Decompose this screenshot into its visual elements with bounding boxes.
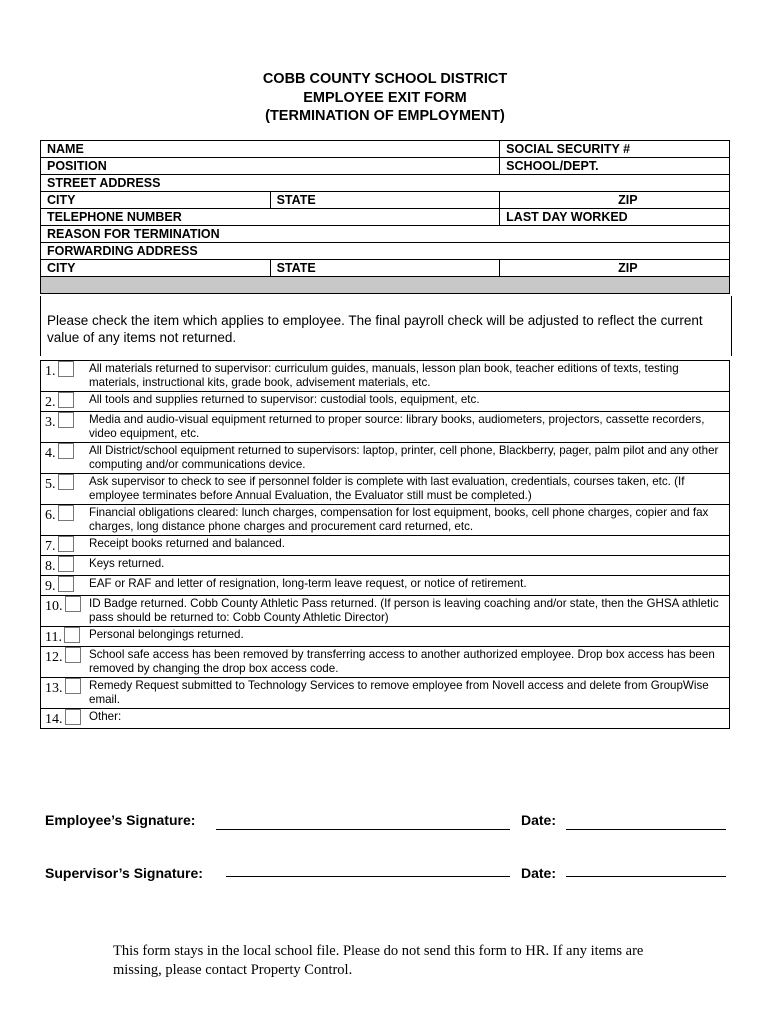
checklist-number: 14. (45, 712, 63, 727)
checklist-row (41, 361, 730, 392)
checklist-number-cell (41, 361, 86, 392)
checklist-row (41, 443, 730, 474)
forwarding-city-field[interactable]: CITY (41, 260, 271, 277)
checklist-number: 3. (45, 415, 56, 430)
checklist-row (41, 556, 730, 576)
checklist-item-text: Personal belongings returned. (85, 627, 730, 647)
checklist-item-text: All District/school equipment returned to supervisors: laptop, printer, cell phone, Blackberry, pager, palm pilot and any other computing and/or communications device. (85, 443, 730, 474)
street-address-field[interactable]: STREET ADDRESS (41, 175, 730, 192)
checklist-number: 11. (45, 630, 62, 645)
checkbox[interactable] (58, 576, 74, 592)
checkbox[interactable] (64, 627, 80, 643)
checklist-number: 1. (45, 364, 56, 379)
checklist-item-text: Keys returned. (85, 556, 730, 576)
checklist-number-cell (41, 474, 86, 505)
checklist-item-text: Media and audio-visual equipment returned to proper source: library books, audiometers, projectors, cassette recorders, video equipment, etc. (85, 412, 730, 443)
last-day-worked-field[interactable]: LAST DAY WORKED (500, 209, 730, 226)
checklist-number-cell (41, 392, 86, 412)
checklist-row (41, 627, 730, 647)
checklist-number: 8. (45, 559, 56, 574)
school-dept-field[interactable]: SCHOOL/DEPT. (500, 158, 730, 175)
checklist-row (41, 474, 730, 505)
checklist-item-text: Other: (85, 709, 730, 729)
checklist-number-cell (41, 556, 86, 576)
checklist-item-text: EAF or RAF and letter of resignation, long-term leave request, or notice of retirement. (85, 576, 730, 596)
checklist-item-text: Receipt books returned and balanced. (85, 536, 730, 556)
checklist-number-cell (41, 412, 86, 443)
forwarding-address-field[interactable]: FORWARDING ADDRESS (41, 243, 730, 260)
checklist-number: 5. (45, 477, 56, 492)
employee-signature-line[interactable] (216, 829, 510, 830)
checklist-number: 13. (45, 681, 63, 696)
checklist-row (41, 505, 730, 536)
checklist-row (41, 536, 730, 556)
telephone-field[interactable]: TELEPHONE NUMBER (41, 209, 500, 226)
checkbox[interactable] (58, 361, 74, 377)
checklist-number: 10. (45, 599, 63, 614)
ssn-field[interactable]: SOCIAL SECURITY # (500, 141, 730, 158)
checklist-row (41, 647, 730, 678)
checklist-item-text: Financial obligations cleared: lunch charges, compensation for lost equipment, books, cell phone charges, copier and fax charges, long distance phone charges and procurement card returned, etc. (85, 505, 730, 536)
checklist-table (40, 360, 730, 729)
checklist-number-cell (41, 505, 86, 536)
checklist-number: 7. (45, 539, 56, 554)
checkbox[interactable] (65, 678, 81, 694)
checkbox[interactable] (58, 412, 74, 428)
supervisor-signature-label: Supervisor’s Signature: (45, 865, 203, 881)
checklist-row (41, 709, 730, 729)
employee-info-table (40, 140, 730, 294)
employee-signature-label: Employee’s Signature: (45, 812, 196, 828)
checkbox[interactable] (65, 596, 81, 612)
checklist-number-cell (41, 647, 86, 678)
checklist-number-cell (41, 709, 86, 729)
checklist-number: 2. (45, 395, 56, 410)
forwarding-zip-field[interactable]: ZIP (500, 260, 730, 277)
supervisor-date-label: Date: (521, 865, 557, 881)
instructions-text: Please check the item which applies to employee. The final payroll check will be adjusted to reflect the current value of any items not returned. (47, 313, 703, 345)
checklist-row (41, 596, 730, 627)
checklist-item-text: ID Badge returned. Cobb County Athletic Pass returned. (If person is leaving coaching and/or state, then the GHSA athletic pass should be returned to: Cobb County Athletic Director) (85, 596, 730, 627)
checklist-number: 6. (45, 508, 56, 523)
separator-bar (41, 277, 730, 294)
checkbox[interactable] (58, 474, 74, 490)
instructions-box (40, 296, 732, 356)
zip-field[interactable]: ZIP (500, 192, 730, 209)
checklist-item-text: School safe access has been removed by transferring access to another authorized employee. Drop box access has been removed by changing the drop box access code. (85, 647, 730, 678)
checkbox[interactable] (65, 709, 81, 725)
employee-date-label: Date: (521, 812, 557, 828)
checkbox[interactable] (58, 443, 74, 459)
checklist-number: 9. (45, 579, 56, 594)
form-title-district: COBB COUNTY SCHOOL DISTRICT (262, 71, 508, 87)
checklist-row (41, 678, 730, 709)
checklist-item-text: All tools and supplies returned to supervisor: custodial tools, equipment, etc. (85, 392, 730, 412)
checkbox[interactable] (58, 556, 74, 572)
checklist-row (41, 412, 730, 443)
checkbox[interactable] (65, 647, 81, 663)
checklist-number-cell (41, 627, 86, 647)
checklist-number-cell (41, 596, 86, 627)
forwarding-state-field[interactable]: STATE (270, 260, 500, 277)
state-field[interactable]: STATE (270, 192, 500, 209)
checklist-row (41, 576, 730, 596)
checklist-number-cell (41, 443, 86, 474)
checklist-number-cell (41, 678, 86, 709)
checkbox[interactable] (58, 392, 74, 408)
checklist-row (41, 392, 730, 412)
form-subtitle: (TERMINATION OF EMPLOYMENT) (265, 108, 505, 124)
checklist-number: 4. (45, 446, 56, 461)
reason-for-termination-field[interactable]: REASON FOR TERMINATION (41, 226, 730, 243)
name-field[interactable]: NAME (41, 141, 500, 158)
checklist-item-text: Ask supervisor to check to see if personnel folder is complete with last evaluation, credentials, courses taken, etc. (If employee terminates before Annual Evaluation, the Evaluator still must be completed.) (85, 474, 730, 505)
footer-note: This form stays in the local school file. Please do not send this form to HR. If any items are missing, please contact Property Control. (113, 943, 644, 978)
checklist-item-text: All materials returned to supervisor: curriculum guides, manuals, lesson plan book, teacher editions of texts, testing materials, instructional kits, grade book, advisement materials, etc. (85, 361, 730, 392)
checkbox[interactable] (58, 536, 74, 552)
checklist-item-text: Remedy Request submitted to Technology Services to remove employee from Novell access and delete from GroupWise email. (85, 678, 730, 709)
supervisor-signature-line[interactable] (226, 876, 510, 877)
checkbox[interactable] (58, 505, 74, 521)
employee-date-line[interactable] (566, 829, 726, 830)
checklist-number-cell (41, 536, 86, 556)
position-field[interactable]: POSITION (41, 158, 500, 175)
form-title: EMPLOYEE EXIT FORM (303, 90, 467, 106)
checklist-number: 12. (45, 650, 63, 665)
supervisor-date-line[interactable] (566, 876, 726, 877)
checklist-number-cell (41, 576, 86, 596)
city-field[interactable]: CITY (41, 192, 271, 209)
